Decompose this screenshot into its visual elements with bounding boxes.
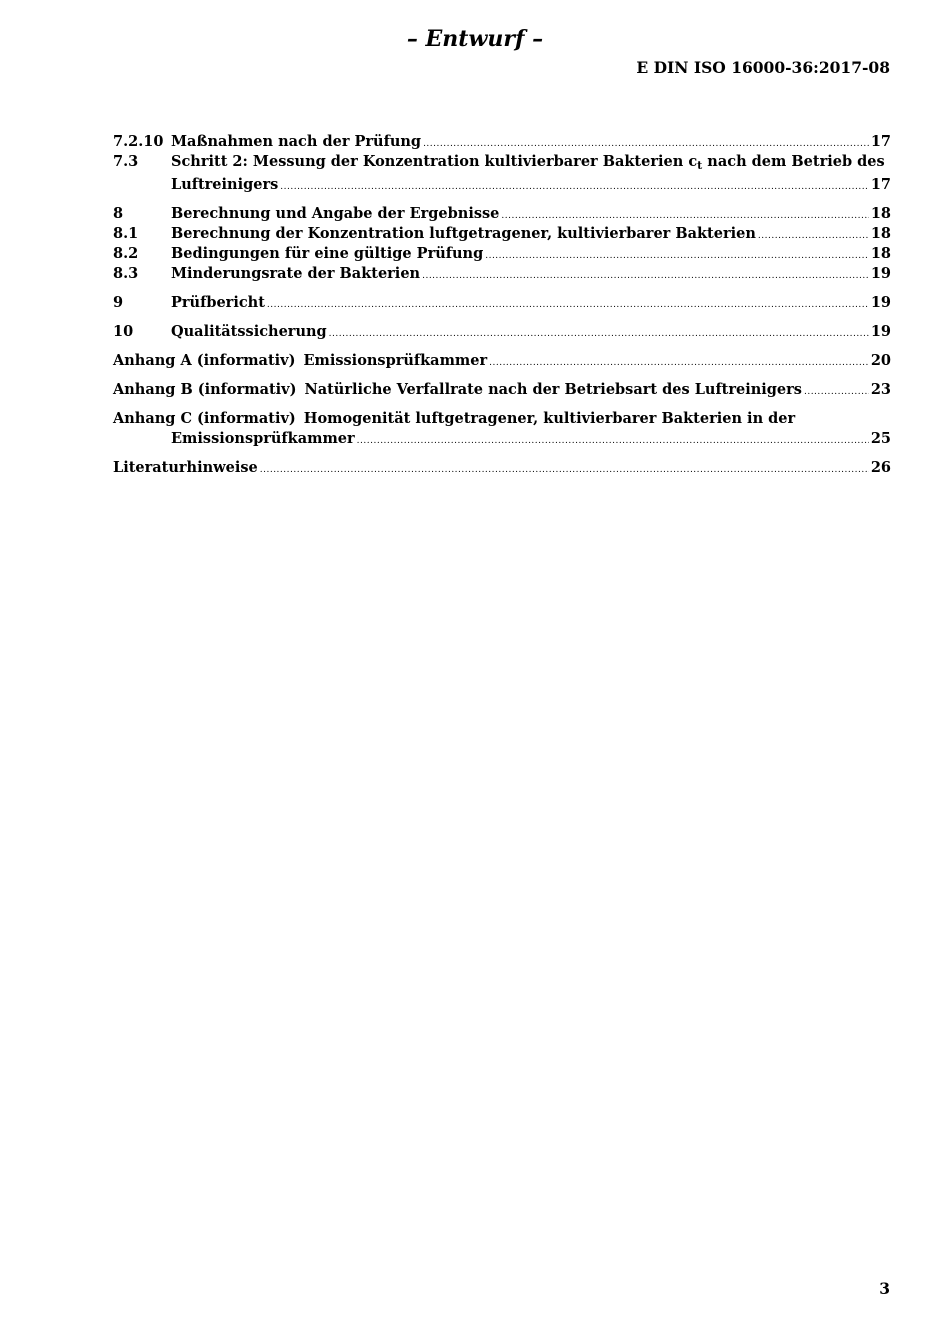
toc-page: 17 [870, 176, 891, 193]
toc-leader [485, 246, 869, 266]
toc-subscript: t [697, 159, 703, 172]
toc-page: 19 [870, 323, 891, 340]
toc-title-line1: Homogenität luftgetragener, kultivierbarer Bakterien in der [303, 410, 796, 427]
toc-title-part: Schritt 2: Messung der Konzentration kultivierbarer Bakterien c [171, 153, 698, 170]
toc-page: 18 [870, 245, 891, 262]
toc-title: Literaturhinweise [113, 459, 258, 476]
toc-entry[interactable] [113, 322, 891, 342]
toc-leader [267, 295, 869, 315]
toc-entry[interactable] [113, 264, 891, 284]
toc-page: 18 [870, 225, 891, 242]
toc-title: Natürliche Verfallrate nach der Betriebsart des Luftreinigers [304, 381, 802, 398]
toc-number: 10 [113, 323, 134, 340]
toc-title: Maßnahmen nach der Prüfung [171, 133, 422, 150]
toc-entry-annex-a[interactable] [113, 351, 891, 371]
toc-page: 23 [870, 381, 891, 398]
toc-number: 7.3 [113, 153, 139, 170]
toc-leader [804, 382, 869, 402]
toc-page: 19 [870, 294, 891, 311]
toc-leader [758, 226, 869, 246]
toc-leader [422, 266, 869, 286]
toc-page: 18 [870, 205, 891, 222]
toc-title: Berechnung und Angabe der Ergebnisse [171, 205, 500, 222]
toc-title: Bedingungen für eine gültige Prüfung [171, 245, 484, 262]
toc-title: Berechnung der Konzentration luftgetragener, kultivierbarer Bakterien [171, 225, 756, 242]
toc-annex-label: Anhang B (informativ) [113, 381, 297, 398]
toc-entry[interactable] [113, 224, 891, 244]
toc-page: 17 [870, 133, 891, 150]
toc-annex-label: Anhang C (informativ) [113, 410, 296, 427]
toc-page: 19 [870, 265, 891, 282]
toc-leader [489, 353, 869, 373]
page-number: 3 [879, 1279, 890, 1298]
toc-entry-continuation[interactable] [113, 429, 891, 449]
toc-title: Prüfbericht [171, 294, 265, 311]
toc-entry-continuation[interactable] [113, 175, 891, 195]
toc-number: 8 [113, 205, 124, 222]
toc-leader [423, 134, 869, 154]
toc-entry[interactable] [113, 293, 891, 313]
toc-entry[interactable] [113, 132, 891, 152]
toc-title-line2: Emissionsprüfkammer [171, 430, 355, 447]
toc-page: 26 [870, 459, 891, 476]
toc-entry-bibliography[interactable] [113, 458, 891, 478]
toc-entry-annex-b[interactable] [113, 380, 891, 400]
toc-number: 7.2.10 [113, 133, 164, 150]
toc-number: 8.2 [113, 245, 139, 262]
toc-number: 8.1 [113, 225, 139, 242]
document-id: E DIN ISO 16000-36:2017-08 [636, 58, 890, 77]
toc-leader [501, 206, 868, 226]
toc-title-line2: Luftreinigers [171, 176, 279, 193]
toc-entry[interactable] [113, 244, 891, 264]
toc-title-part: nach dem Betrieb des [702, 153, 885, 170]
toc-leader [329, 324, 869, 344]
toc-number: 8.3 [113, 265, 139, 282]
toc-entry-annex-c[interactable] [113, 409, 891, 429]
toc-number: 9 [113, 294, 124, 311]
toc-annex-label: Anhang A (informativ) [113, 352, 296, 369]
toc-title: Emissionsprüfkammer [303, 352, 488, 369]
toc-leader [260, 460, 869, 480]
toc-title: Qualitätssicherung [171, 323, 327, 340]
toc-leader [357, 431, 869, 451]
toc-leader [280, 177, 869, 197]
toc-title-line1 [171, 152, 885, 176]
table-of-contents [113, 132, 891, 478]
toc-page: 20 [870, 352, 891, 369]
toc-title: Minderungsrate der Bakterien [171, 265, 421, 282]
toc-entry[interactable] [113, 204, 891, 224]
toc-entry[interactable] [113, 152, 891, 172]
toc-page: 25 [870, 430, 891, 447]
draft-label: – Entwurf – [406, 26, 544, 52]
